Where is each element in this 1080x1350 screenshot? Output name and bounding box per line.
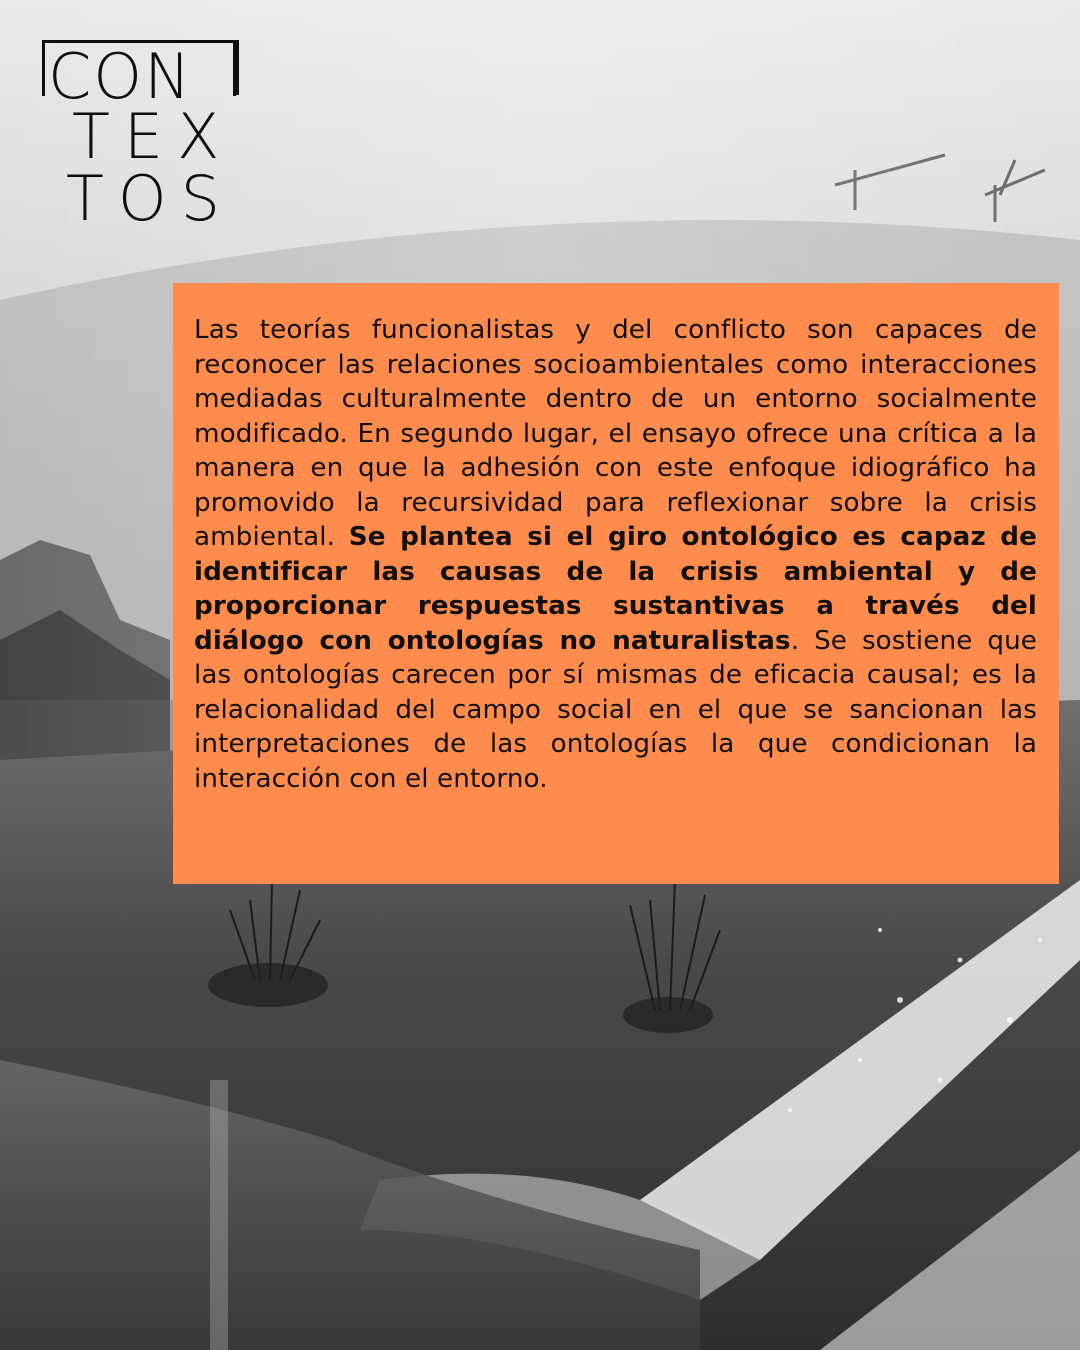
logo-line-1: CON <box>48 40 193 113</box>
abstract-text-box <box>173 283 1059 884</box>
abstract-intro: Las teorías funcionalistas y del conflicto son capaces de reconocer las relaciones socioambientales como interacciones mediadas culturalmente dentro de un entorno socialmente modificado. En segundo lugar, el ensayo ofrece una crítica a la manera en que la adhesión con este enfoque idiográfico ha promovido la recursividad para reflexionar sobre la crisis ambiental. <box>194 315 1037 552</box>
abstract-bold-statement: Se plantea si el giro ontológico es capaz de identificar las causas de la crisis ambiental y de proporcionar respuestas sustantivas a través del diálogo con ontologías no naturalistas <box>194 522 1037 656</box>
contextos-logo <box>42 40 242 235</box>
logo-line-3: TOS <box>66 162 235 235</box>
logo-frame-right <box>233 40 236 96</box>
abstract-outro: . Se sostiene que las ontologías carecen por sí mismas de eficacia causal; es la relacionalidad del campo social en el que se sancionan las interpretaciones de las ontologías la que condicionan la interacción con el entorno. <box>194 625 1037 794</box>
logo-line-2: TEX <box>72 100 234 173</box>
abstract-paragraph <box>194 313 1037 796</box>
logo-frame-left <box>42 40 45 96</box>
